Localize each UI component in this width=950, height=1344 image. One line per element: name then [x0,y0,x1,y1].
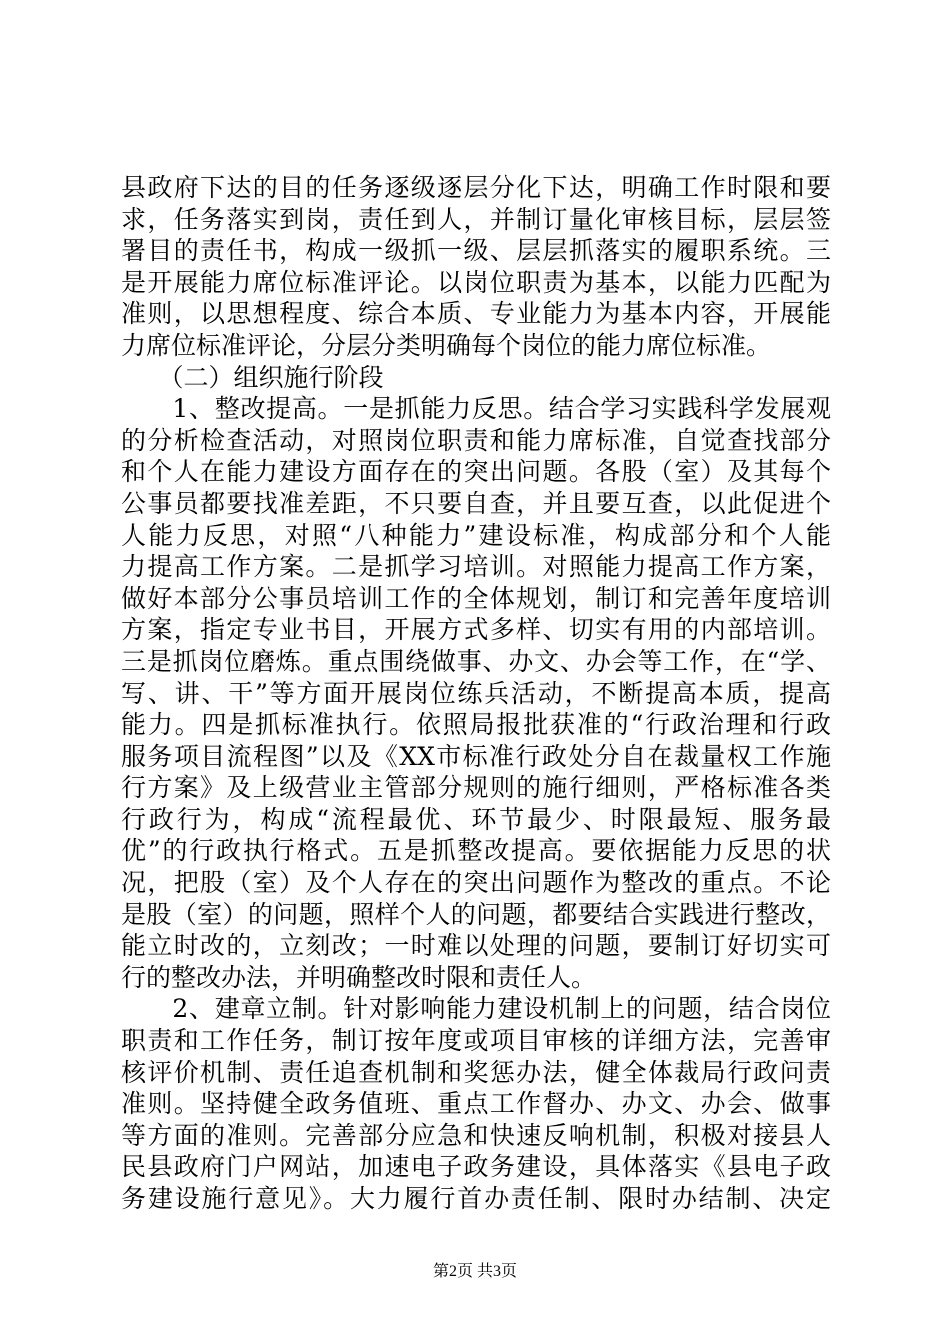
text-line: 服务项目流程图”以及《XX市标准行政处分自在裁量权工作施 [121,741,831,771]
text-line: 署目的责任书，构成一级抓一级、层层抓落实的履职系统。三 [121,236,831,266]
text-line: 务建设施行意见》。大力履行首办责任制、限时办结制、决定 [121,1184,831,1213]
text-line: 况，把股（室）及个人存在的突出问题作为整改的重点。不论 [121,868,831,898]
text-line: 力提高工作方案。二是抓学习培训。对照能力提高工作方案， [121,552,831,582]
text-line: 公事员都要找准差距，不只要自查，并且要互查，以此促进个 [121,488,831,518]
text-line: 行政行为，构成“流程最优、环节最少、时限最短、服务最 [121,804,831,834]
text-line: 三是抓岗位磨炼。重点围绕做事、办文、办会等工作，在“学、 [121,646,831,676]
text-line: 能力。四是抓标准执行。依照局报批获准的“行政治理和行政 [121,710,831,740]
text-line: 民县政府门户网站，加速电子政务建设，具体落实《县电子政 [121,1152,831,1182]
text-line: 人能力反思，对照“八种能力”建设标准，构成部分和个人能 [121,520,831,550]
text-line: 的分析检查活动，对照岗位职责和能力席标准，自觉查找部分 [121,425,831,455]
text-line: 能立时改的，立刻改；一时难以处理的问题，要制订好切实可 [121,931,831,961]
page-footer: 第2页 共3页 [432,1263,517,1280]
text-line: 准则，以思想程度、综合本质、专业能力为基本内容，开展能 [121,299,831,329]
text-line: 做好本部分公事员培训工作的全体规划，制订和完善年度培训 [121,583,831,613]
body-text [121,172,831,1215]
text-line: 优”的行政执行格式。五是抓整改提高。要依据能力反思的状 [121,836,831,866]
text-line: 准则。坚持健全政务值班、重点工作督办、办文、办会、做事 [121,1089,831,1119]
text-line: 核评价机制、责任追查机制和奖惩办法，健全体裁局行政问责 [121,1057,831,1087]
text-line: 力席位标准评论，分层分类明确每个岗位的能力席位标准。 [121,330,772,360]
text-line: 方案，指定专业书目，开展方式多样、切实有用的内部培训。 [121,615,831,645]
text-line: 行的整改办法，并明确整改时限和责任人。 [121,962,597,992]
text-line: （二）组织施行阶段 [121,362,384,392]
text-line: 1、整改提高。一是抓能力反思。结合学习实践科学发展观 [121,394,831,424]
text-line: 和个人在能力建设方面存在的突出问题。各股（室）及其每个 [121,457,831,487]
text-line: 行方案》及上级营业主管部分规则的施行细则，严格标准各类 [121,773,831,803]
text-line: 职责和工作任务，制订按年度或项目审核的详细方法，完善审 [121,1026,831,1056]
text-line: 是股（室）的问题，照样个人的问题，都要结合实践进行整改， [121,899,831,929]
text-line: 是开展能力席位标准评论。以岗位职责为基本，以能力匹配为 [121,267,831,297]
text-line: 写、讲、干”等方面开展岗位练兵活动，不断提高本质，提高 [121,678,831,708]
text-line: 2、建章立制。针对影响能力建设机制上的问题，结合岗位 [121,994,831,1024]
text-line: 求，任务落实到岗，责任到人，并制订量化审核目标，层层签 [121,204,831,234]
text-line: 县政府下达的目的任务逐级逐层分化下达，明确工作时限和要 [121,173,831,202]
text-line: 等方面的准则。完善部分应急和快速反响机制，积极对接县人 [121,1120,831,1150]
